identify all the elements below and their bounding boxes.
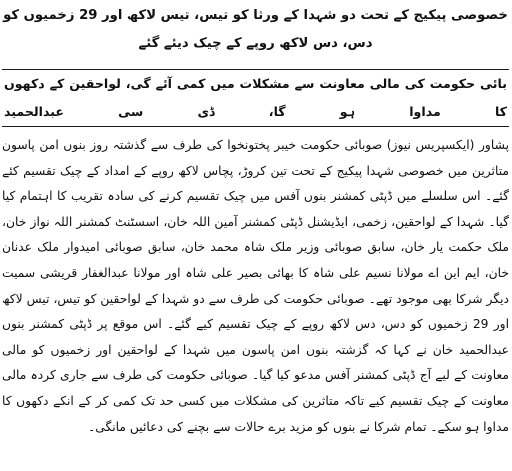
subheadline: بائی حکومت کی مالی معاونت سے مشکلات میں کمی آئے گی، لواحقین کے دکھوں کا مداوا ہو گا، ڈی سی عبدالحمید bbox=[2, 69, 509, 127]
article-body: پشاور (ایکسپریس نیوز) صوبائی حکومت خیبر پختونخوا کی طرف سے گذشتہ روز بنوں امن پاسون متاثرین میں خصوصی شہدا پیکیج کے تحت تین کروڑ، پچاس لاکھ روپے کے امداد کے چیک تقسیم کئے گئے۔ اس سلسلے میں ڈپٹی کمشنر بنوں آفس میں چیک تقسیم کرنے کی سادہ تقریب کا اہتمام کیا گیا۔ شہدا کے لواحقین، زخمی، ایڈیشنل ڈپٹی کمشنر آمین اللہ خان، اسسٹنٹ کمشنر اللہ نواز خان، ملک حکمت یار خان، سابق صوبائی وزیر ملک شاہ محمد خان، سابق صوبائی امیدوار ملک عدنان خان، ایم این اے مولانا نسیم علی شاہ کا بھائی بصیر علی شاہ اور مولانا عبدالغفار قریشی سمیت دیگر شرکا بھی موجود تھے۔ صوبائی حکومت کی طرف سے دو شہدا کے لواحقین کو تیس، تیس لاکھ اور 29 زخمیوں کو دس، دس لاکھ روپے کے چیک تقسیم کیے گئے۔ اس موقع پر ڈپٹی کمشنر بنوں عبدالحمید خان نے کہا کہ گزشتہ بنوں امن پاسون میں شہدا کے لواحقین اور زخمیوں کو مالی معاونت کے لیے آج ڈپٹی کمشنر آفس مدعو کیا گیا۔ صوبائی حکومت کی طرف سے جاری کردہ مالی معاونت کے چیک تقسیم کیے تاکہ متاثرین کی مشکلات میں کسی حد تک کمی کر کے انکے دکھوں کا مداوا ہو سکے۔ تمام شرکا نے بنوں کو مزید برے حالات سے بچنے کی دعائیں مانگی۔ bbox=[2, 138, 509, 434]
headline: خصوصی پیکیج کے تحت دو شہدا کے ورثا کو تیس، تیس لاکھ اور 29 زخمیوں کو دس، دس لاکھ روپے کے چیک دیئے گئے bbox=[3, 8, 508, 51]
